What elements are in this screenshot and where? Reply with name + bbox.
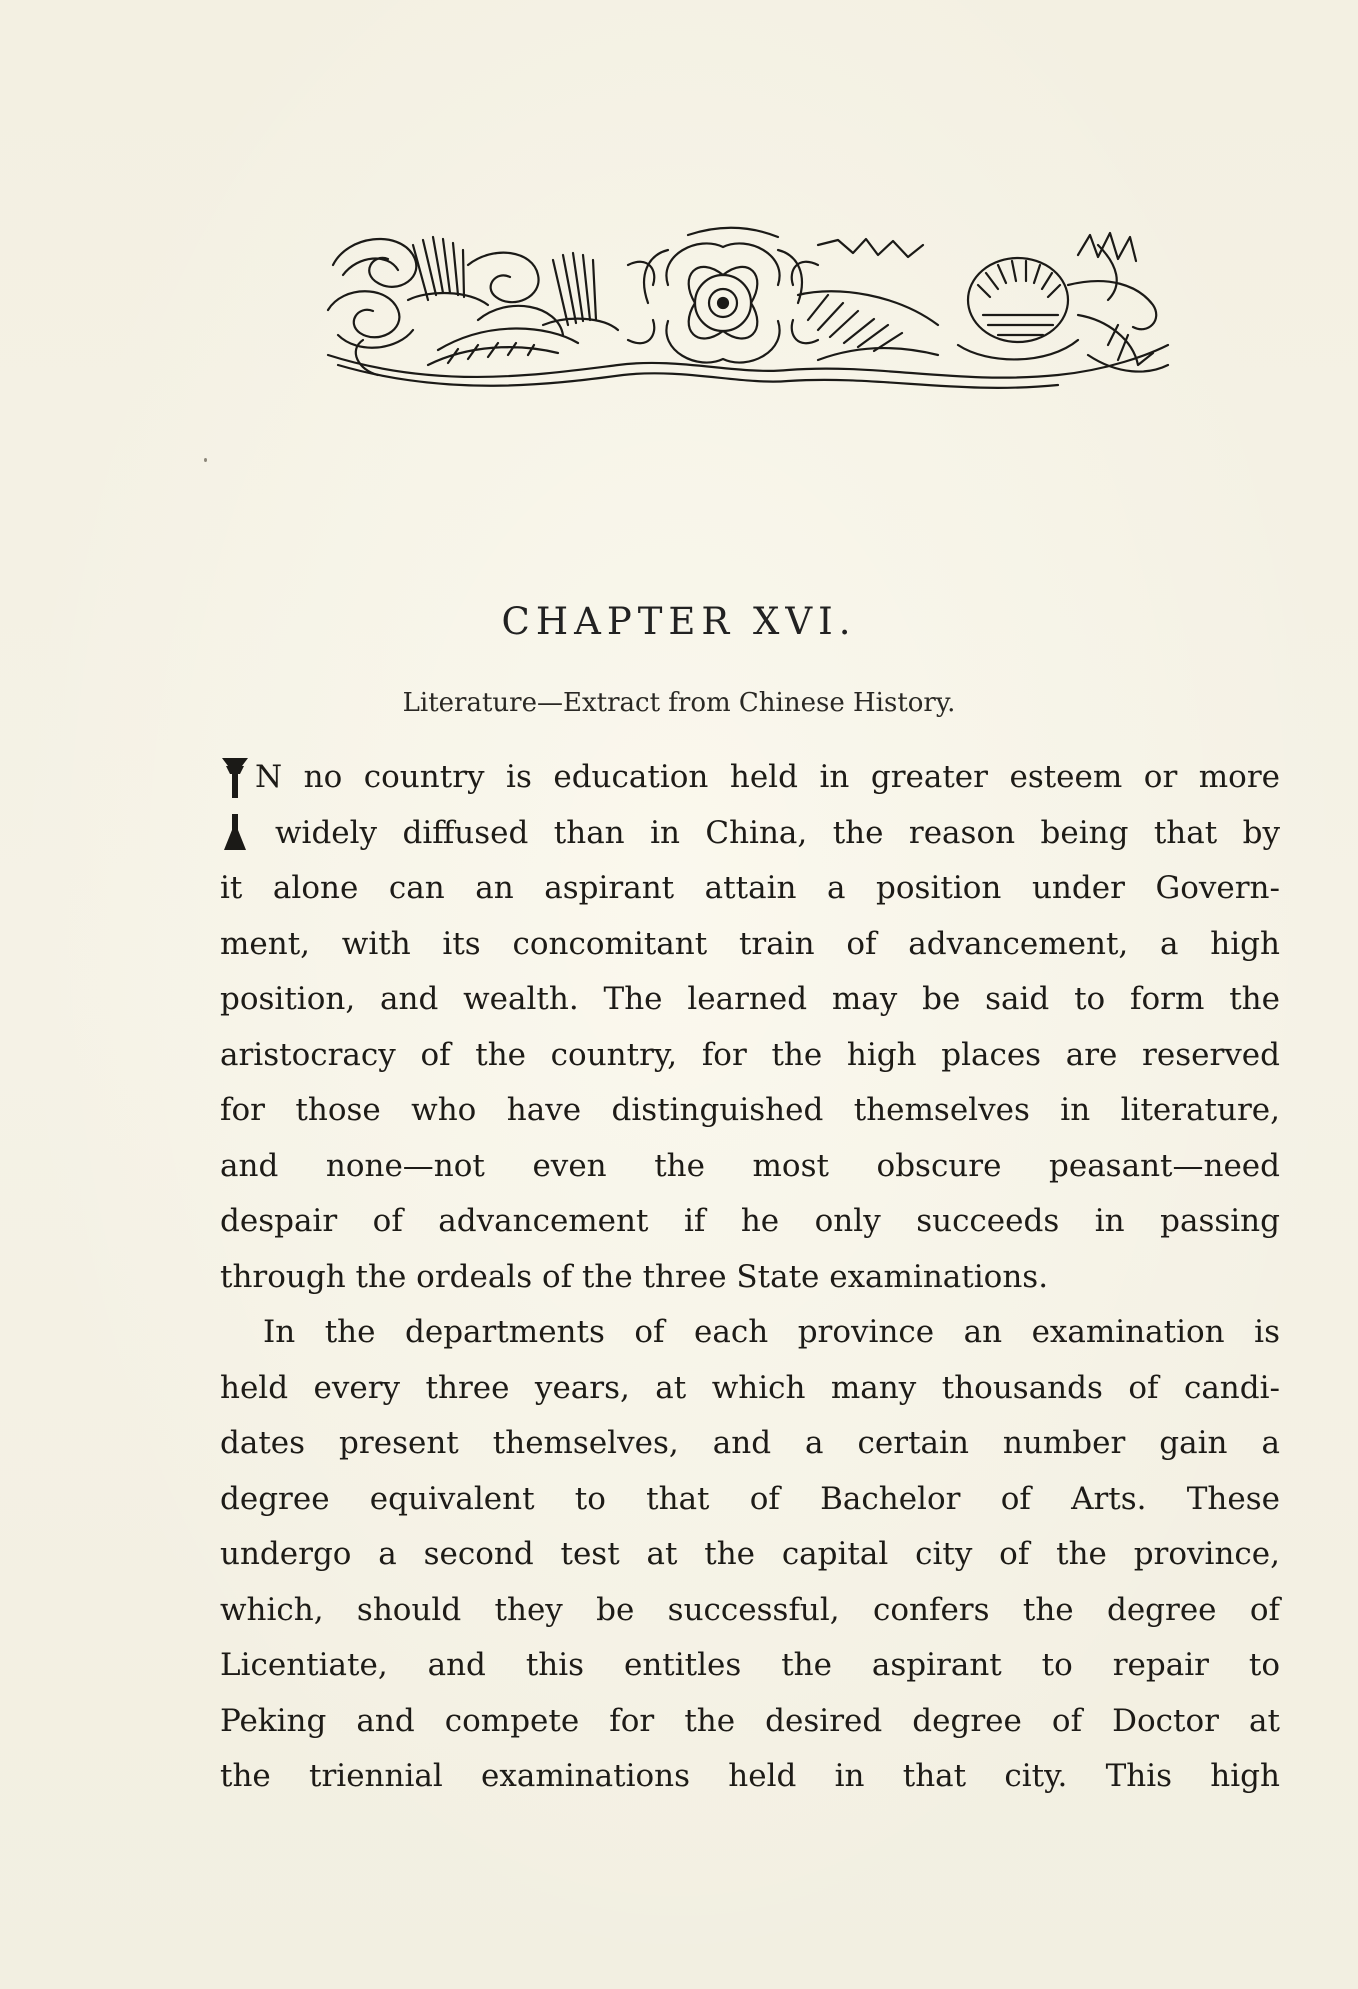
text-line: N no country is education held in greater esteem or more (255, 759, 1280, 795)
body-text (220, 750, 1280, 1805)
text-line: widely diffused than in China, the reason being that by (275, 814, 1280, 851)
text-line: Peking and compete for the desired degree of Doctor at (220, 1702, 1280, 1739)
text-line: it alone can an aspirant attain a position under Govern- (220, 870, 1280, 906)
text-line: which, should they be successful, confers the degree of (220, 1591, 1280, 1628)
paragraph-1 (220, 750, 1280, 1305)
text-line: position, and wealth. The learned may be said to form the (220, 981, 1280, 1017)
text-line: the triennial examinations held in that city. This high (220, 1758, 1280, 1794)
text-line: ment, with its concomitant train of advancement, a high (220, 925, 1280, 962)
floral-headpiece-icon (318, 225, 1178, 400)
text-line: dates present themselves, and a certain number gain a (220, 1425, 1280, 1461)
chapter-subtitle: Literature—Extract from Chinese History. (402, 688, 956, 718)
chapter-title: CHAPTER XVI. (501, 600, 857, 643)
text-line: Licentiate, and this entitles the aspirant to repair to (220, 1647, 1280, 1683)
paragraph-2 (220, 1305, 1280, 1805)
text-line: degree equivalent to that of Bachelor of Arts. These (220, 1480, 1280, 1517)
text-line: and none—not even the most obscure peasant—need (220, 1147, 1280, 1184)
paper-speck (204, 458, 207, 462)
text-line: undergo a second test at the capital city of the province, (220, 1536, 1280, 1572)
text-line: through the ordeals of the three State examinations. (220, 1258, 1049, 1295)
text-line: aristocracy of the country, for the high places are reserved (220, 1036, 1280, 1073)
text-line: In the departments of each province an examination is (263, 1314, 1280, 1350)
text-line: for those who have distinguished themselves in literature, (220, 1092, 1280, 1128)
text-line: despair of advancement if he only succeeds in passing (220, 1203, 1280, 1239)
text-line: held every three years, at which many thousands of candi- (220, 1369, 1280, 1406)
